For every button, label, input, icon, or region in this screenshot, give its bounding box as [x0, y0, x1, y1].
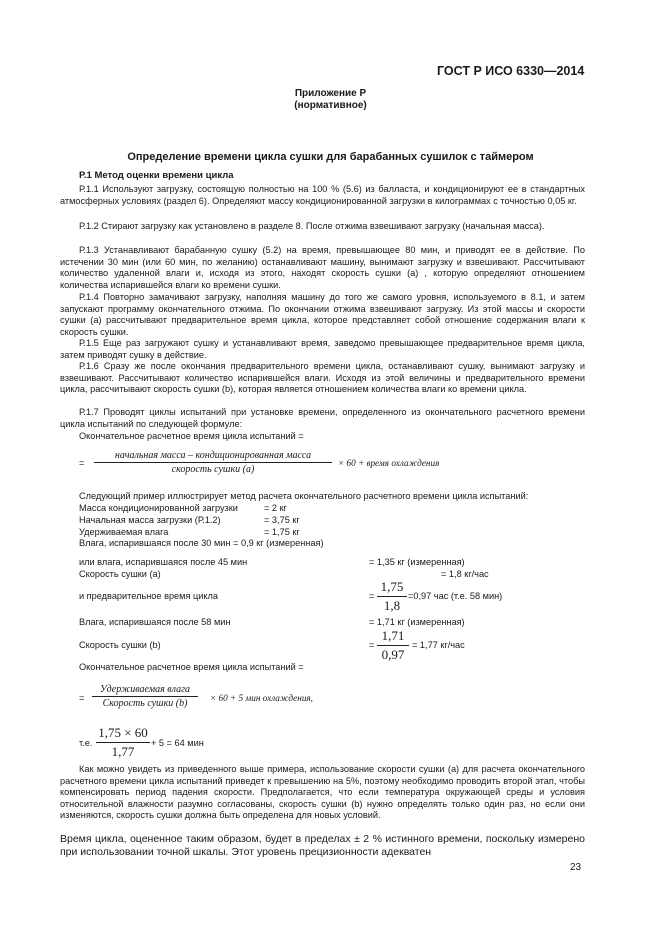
example-rate-b-label: Скорость сушки (b) — [79, 640, 161, 650]
paragraph-p1-1-7 — [60, 407, 585, 430]
paragraph-p1-1-6 — [60, 361, 585, 396]
formula2-fraction — [92, 684, 198, 709]
formula1-numerator: начальная масса – кондиционированная масса — [114, 450, 312, 461]
paragraph-text: Как можно увидеть из приведенного выше примера, использование скорости сушки (a) для расчета окончательного расчетного времени цикла испытаний приведет к превышению на 5%, поэтому необходимо проводить второй этап, чтобы компенсировать период падения скорости. Предполагается, что если температура окружающей среды и условия относительной влажности разумно согласованы, скорость сушки (b) нужно определять только один раз, но если они изменяются, скорость сушки должна быть определена для новых условий. — [60, 764, 585, 821]
example-evap58-value: = 1,71 кг (измеренная) — [369, 617, 465, 627]
example-intro: Следующий пример иллюстрирует метод расчета окончательного расчетного времени цикла испытаний: — [79, 491, 529, 501]
example-evap30: Влага, испарившаяся после 30 мин = 0,9 кг (измеренная) — [79, 538, 324, 548]
paragraph-p1-1-5 — [60, 338, 585, 361]
page-number: 23 — [570, 862, 582, 873]
formula3-fraction — [96, 725, 150, 760]
paragraph-text: Время цикла, оцененное таким образом, будет в пределах ± 2 % истинного времени, поскольку измерено при использовании точной шкалы. Этот уровень прецизионности адекватен — [60, 833, 585, 858]
example-evap58-label: Влага, испарившаяся после 58 мин — [79, 617, 231, 627]
section-title: Р.1 Метод оценки времени цикла — [79, 170, 234, 181]
paragraph-text: Р.1.6 Сразу же после окончания предварительного времени цикла, останавливают сушку, вынимают загрузку и взвешивают. Рассчитывают количество испарившейся влаги. Исходя из этой величины и предварительного времени цикла, рассчитывают скорость сушки (b), которая является отношением количества влаги ко времени цикла. — [60, 361, 585, 395]
formula2-equals: = — [79, 693, 85, 703]
prelim-numerator: 1,75 — [380, 579, 404, 594]
formula2-tail: × 60 + 5 мин охлаждения, — [210, 693, 313, 703]
prelim-fraction — [377, 579, 407, 614]
rate-b-denominator: 0,97 — [377, 645, 409, 663]
formula1-fraction — [94, 450, 332, 475]
final-paragraph — [60, 833, 585, 859]
paragraph-text: Р.1.7 Проводят циклы испытаний при установке времени, определенного из окончательного расчетного времени цикла испытаний по следующей формуле: — [60, 407, 585, 429]
formula1-intro: Окончательное расчетное время цикла испытаний = — [79, 431, 304, 441]
formula1-denominator: скорость сушки (a) — [94, 462, 332, 475]
formula3-tail: + 5 = 64 мин — [151, 738, 204, 748]
paragraph-p1-1-4 — [60, 292, 585, 338]
example-evap45-value: = 1,35 кг (измеренная) — [369, 557, 465, 567]
paragraph-text: Р.1.5 Еще раз загружают сушку и устанавливают время, заведомо превышающее предварительное время цикла, затем приводят сушку в действие. — [60, 338, 585, 360]
formula3-denominator: 1,77 — [96, 742, 150, 760]
paragraph-text: Р.1.3 Устанавливают барабанную сушку (5.2) на время, превышающее 80 мин, и приводят ее в действие. По истечении 30 мин (или 60 мин, по желанию) останавливают машину, вынимают загрузку и взвешивают. Рассчитывают количество удаленной влаги и, исходя из этого, находят скорость сушки (a) , которую определяют отношением количества испарившейся влаги ко времени сушки. — [60, 245, 585, 290]
prelim-denominator: 1,8 — [377, 596, 407, 614]
formula2-numerator: Удерживаемая влага — [100, 684, 190, 695]
document-title: Определение времени цикла сушки для барабанных сушилок с таймером — [127, 151, 534, 163]
formula2-denominator: Скорость сушки (b) — [92, 696, 198, 709]
formula3-numerator: 1,75 × 60 — [98, 725, 148, 740]
example-rate-a-value: = 1,8 кг/час — [441, 569, 489, 579]
example-rate-a-label: Скорость сушки (a) — [79, 569, 161, 579]
example-prelim-tail: =0,97 час (т.е. 58 мин) — [408, 591, 503, 601]
paragraph-p1-1-3 — [60, 245, 585, 291]
example-prelim-label: и предварительное время цикла — [79, 591, 219, 601]
paragraph-p1-1-1 — [60, 184, 585, 207]
paragraph-p1-1-2 — [60, 221, 585, 233]
example-rate-b-tail: = 1,77 кг/час — [412, 640, 465, 650]
example-retained-value: = 1,75 кг — [264, 527, 300, 537]
paragraph-text: Р.1.4 Повторно замачивают загрузку, наполняя машину до того же самого уровня, используемого в 8.1, и затем запускают программу окончательного отжима. По окончании отжима взвешивают загрузку. Из этой массы и скорости сушки (a) рассчитывают предварительное время цикла, которое представляет собой отношение содержания влаги к скорость сушки. — [60, 292, 585, 337]
example-mass-label: Масса кондиционированной загрузки — [79, 503, 238, 513]
example-mass-value: = 2 кг — [264, 503, 287, 513]
example-initial-value: = 3,75 кг — [264, 515, 300, 525]
formula2-intro: Окончательное расчетное время цикла испытаний = — [79, 662, 304, 672]
example-retained-label: Удерживаемая влага — [79, 527, 169, 537]
closing-paragraph — [60, 764, 585, 822]
paragraph-text: Р.1.1 Используют загрузку, состоящую полностью на 100 % (5.6) из балласта, и кондиционируют ее в стандартных атмосферных условиях (раздел 6). Определяют массу кондиционированной загрузки в килограммах с точностью 0,05 кг. — [60, 184, 585, 206]
paragraph-text: Р.1.2 Стирают загрузку как установлено в разделе 8. После отжима взвешивают загрузку (начальная масса). — [79, 221, 545, 231]
formula3-prefix: т.е. — [79, 738, 93, 748]
rate-b-numerator: 1,71 — [381, 628, 405, 643]
example-prelim-equals: = — [369, 591, 375, 601]
annex-subtitle: (нормативное) — [294, 100, 367, 111]
annex-title: Приложение Р — [294, 88, 367, 99]
example-initial-label: Начальная масса загрузки (Р.1.2) — [79, 515, 221, 525]
example-rate-b-equals: = — [369, 640, 375, 650]
example-evap45-label: или влага, испарившаяся после 45 мин — [79, 557, 248, 567]
formula1-tail: × 60 + время охлаждения — [338, 458, 440, 468]
rate-b-fraction — [377, 628, 409, 663]
formula1-equals: = — [79, 458, 85, 468]
standard-number: ГОСТ Р ИСО 6330—2014 — [437, 64, 585, 78]
